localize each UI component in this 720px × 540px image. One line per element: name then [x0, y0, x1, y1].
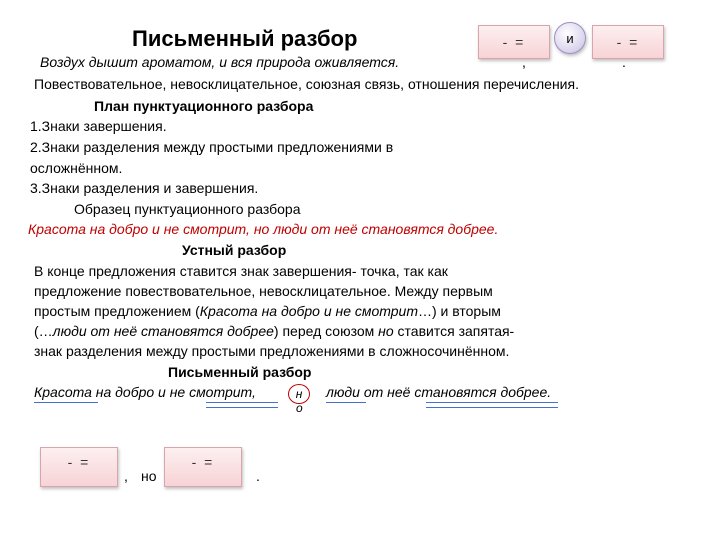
plan-heading: План пунктуационного разбора: [94, 98, 314, 114]
oral-line-2: предложение повествовательное, невосклицательное. Между первым: [34, 283, 493, 299]
written-part-1: Красота на добро и не смотрит,: [34, 384, 256, 400]
plan-item-1: 1.Знаки завершения.: [30, 118, 167, 134]
oral-line-4: [34, 321, 514, 341]
oral-line-3-quote: Красота на добро и не смотрит: [199, 303, 418, 319]
oral-line-4-conj: но: [378, 323, 394, 339]
oral-line-4-a: (…: [34, 323, 53, 339]
plan-item-3: 3.Знаки разделения и завершения.: [30, 180, 259, 196]
scheme-box-first: - =: [478, 25, 550, 59]
oral-line-4-quote: люди от неё становятся добрее: [52, 323, 274, 339]
bottom-comma: ,: [124, 468, 128, 484]
written-heading: Письменный разбор: [168, 364, 312, 380]
oral-line-4-b: ) перед союзом: [273, 323, 379, 339]
bottom-dot: .: [256, 468, 260, 484]
subject-underline-1: [34, 402, 98, 403]
oral-line-3: [34, 301, 501, 321]
scheme-box-second: - =: [592, 25, 664, 59]
characteristics-line: Повествовательное, невосклицательное, союзная связь, отношения перечисления.: [34, 76, 579, 92]
plan-item-2: 2.Знаки разделения между простыми предложениями в: [30, 139, 394, 155]
sample-heading: Образец пунктуационного разбора: [74, 201, 301, 217]
oral-line-3-a: простым предложением (: [34, 303, 200, 319]
predicate-underline-1: [206, 402, 278, 408]
oral-heading: Устный разбор: [182, 242, 287, 258]
top-comma: ,: [522, 54, 526, 70]
conjunction-o: о: [296, 401, 303, 415]
oral-line-3-b: …) и вторым: [418, 303, 501, 319]
oral-line-1: В конце предложения ставится знак завершения- точка, так как: [34, 263, 448, 279]
conjunction-circle: и: [554, 22, 586, 54]
written-part-2: люди от неё становятся добрее.: [326, 384, 552, 400]
oral-line-5: знак разделения между простыми предложениями в сложносочинённом.: [34, 343, 510, 359]
plan-item-2-cont: осложнённом.: [30, 160, 123, 176]
example-sentence: Воздух дышит ароматом, и вся природа оживляется.: [40, 54, 400, 70]
oral-line-4-c: ставится запятая-: [393, 323, 515, 339]
subject-underline-2: [326, 402, 366, 403]
sample-sentence: Красота на добро и не смотрит, но люди от неё становятся добрее.: [28, 221, 499, 237]
bottom-scheme-box-first: - =: [40, 447, 118, 487]
conjunction-mark: н: [288, 384, 310, 404]
bottom-conj: но: [141, 468, 157, 484]
bottom-scheme-box-second: - =: [164, 447, 242, 487]
predicate-underline-2: [426, 402, 558, 408]
top-dot: .: [622, 54, 626, 70]
page-title: Письменный разбор: [132, 26, 358, 51]
